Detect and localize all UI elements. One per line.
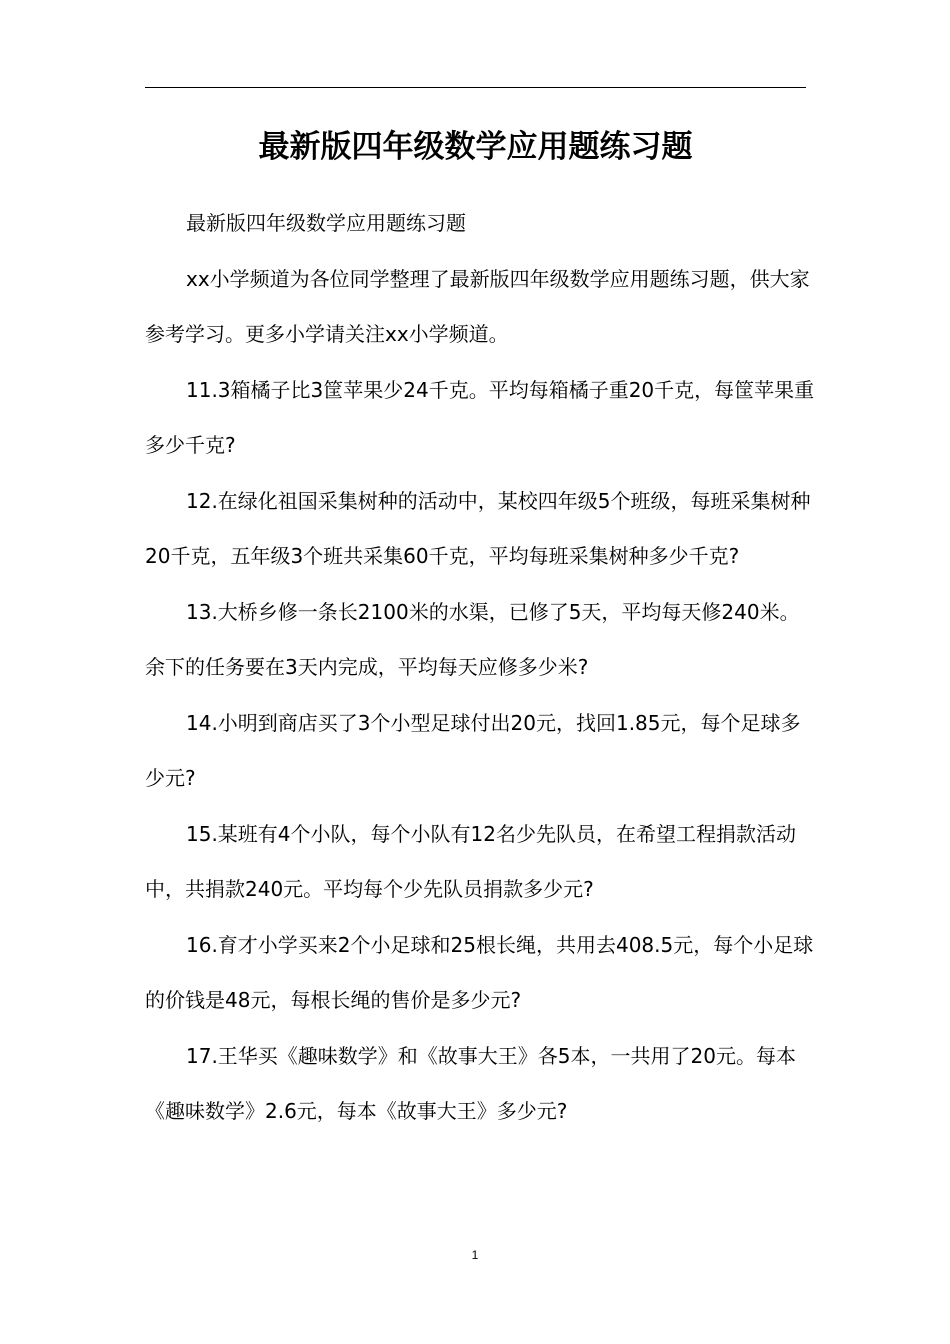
question-15: 15.某班有4个小队，每个小队有12名少先队员，在希望工程捐款活动中，共捐款240元。平均每个少先队员捐款多少元? [145,821,796,901]
question-12: 12.在绿化祖国采集树种的活动中，某校四年级5个班级，每班采集树种20千克，五年级3个班共采集60千克，平均每班采集树种多少千克? [145,488,811,568]
question-13: 13.大桥乡修一条长2100米的水渠，已修了5天，平均每天修240米。余下的任务要在3天内完成，平均每天应修多少米? [145,599,800,679]
header-rule [145,87,806,88]
document-title: 最新版四年级数学应用题练习题 [258,129,693,165]
document-body [145,196,815,1140]
question-14: 14.小明到商店买了3个小型足球付出20元，找回1.85元，每个足球多少元? [145,710,801,790]
paragraph-intro: xx小学频道为各位同学整理了最新版四年级数学应用题练习题，供大家参考学习。更多小学请关注xx小学频道。 [145,266,810,346]
question-17: 17.王华买《趣味数学》和《故事大王》各5本，一共用了20元。每本《趣味数学》2.6元，每本《故事大王》多少元? [145,1043,796,1123]
page-number: 1 [471,1248,479,1262]
question-16: 16.育才小学买来2个小足球和25根长绳，共用去408.5元，每个小足球的价钱是48元，每根长绳的售价是多少元? [145,932,814,1012]
question-11: 11.3箱橘子比3筐苹果少24千克。平均每箱橘子重20千克，每筐苹果重多少千克? [145,377,815,457]
paragraph-subtitle: 最新版四年级数学应用题练习题 [186,211,466,235]
